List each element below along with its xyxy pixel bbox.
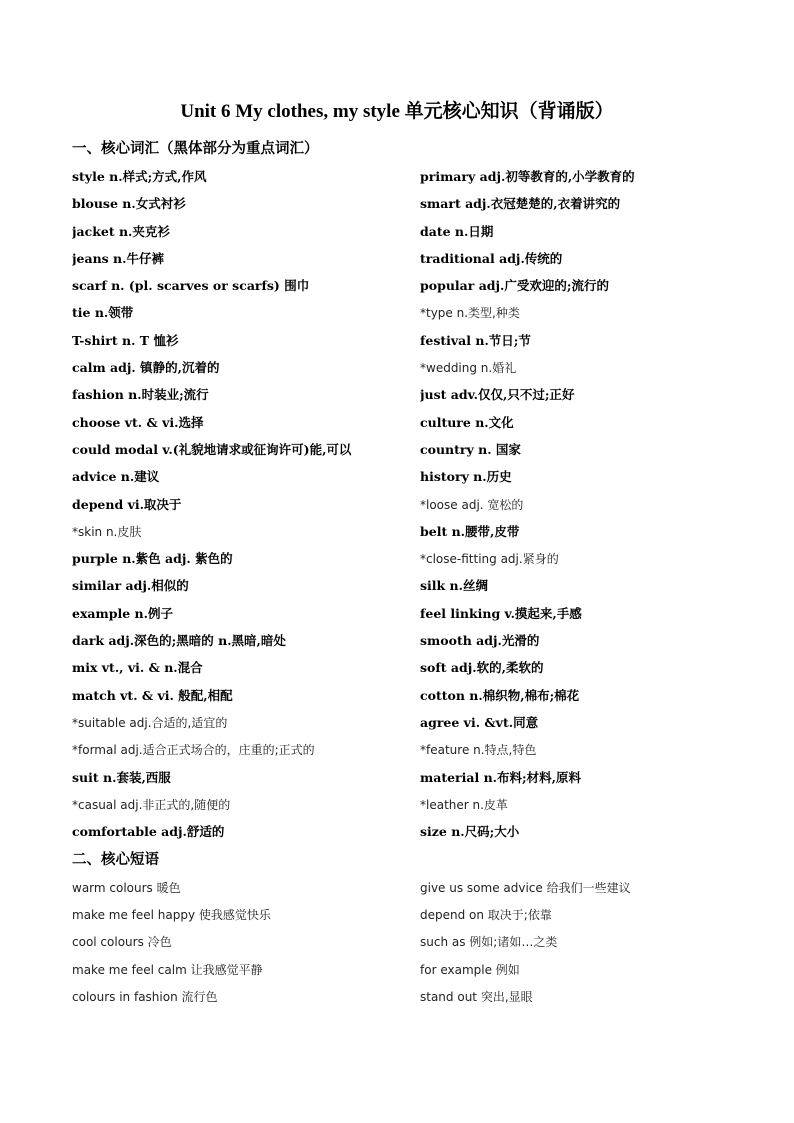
vocab-item: advice n.建议: [72, 469, 160, 485]
vocab-item: *formal adj.适合正式场合的，庄重的;正式的: [72, 743, 315, 758]
phrase-item: warm colours 暖色: [72, 881, 181, 895]
vocab-item: traditional adj.传统的: [420, 250, 563, 266]
vocab-item: silk n.丝绸: [420, 578, 488, 594]
phrase-item: give us some advice 给我们一些建议: [420, 881, 631, 895]
vocab-item: comfortable adj.舒适的: [72, 824, 225, 840]
vocab-item: festival n.节日;节: [420, 332, 531, 348]
vocab-item: blouse n.女式衬衫: [72, 196, 186, 212]
phrase-item: depend on 取决于;依靠: [420, 908, 552, 923]
phrase-section-heading: 二、核心短语: [72, 851, 159, 868]
vocab-item: agree vi. &vt.同意: [420, 714, 539, 730]
vocab-item: size n.尺码;大小: [420, 824, 520, 840]
vocab-item: *casual adj.非正式的,随便的: [72, 797, 231, 812]
vocab-item: jacket n.夹克衫: [72, 223, 170, 239]
phrase-item: stand out 突出,显眼: [420, 989, 533, 1004]
vocab-item: match vt. & vi. 般配,相配: [72, 687, 233, 703]
phrase-item: make me feel happy 使我感觉快乐: [72, 908, 271, 923]
vocab-item: depend vi.取决于: [72, 496, 182, 512]
vocab-item: *type n.类型,种类: [420, 306, 520, 321]
vocab-list: [72, 167, 732, 849]
vocab-item: similar adj.相似的: [72, 578, 189, 594]
phrase-item: cool colours 冷色: [72, 935, 172, 950]
vocab-item: culture n.文化: [420, 414, 514, 430]
vocab-item: just adv.仅仅,只不过;正好: [420, 387, 575, 403]
vocab-item: example n.例子: [72, 605, 173, 621]
vocab-item: mix vt., vi. & n.混合: [72, 660, 203, 676]
phrase-item: for example 例如: [420, 962, 520, 977]
vocab-item: calm adj. 镇静的,沉着的: [72, 360, 220, 376]
vocab-item: material n.布料;材料,原料: [420, 769, 581, 785]
vocab-item: choose vt. & vi.选择: [72, 414, 204, 430]
vocab-item: dark adj.深色的;黑暗的 n.黑暗,暗处: [72, 633, 286, 649]
vocab-item: fashion n.时装业;流行: [72, 387, 209, 403]
vocab-item: *skin n.皮肤: [72, 524, 142, 539]
vocab-item: *loose adj. 宽松的: [420, 497, 524, 512]
vocab-item: feel linking v.摸起来,手感: [420, 605, 582, 621]
vocab-item: jeans n.牛仔裤: [72, 250, 164, 266]
vocab-item: date n.日期: [420, 223, 494, 239]
phrase-item: colours in fashion 流行色: [72, 989, 218, 1004]
vocab-item: *wedding n.婚礼: [420, 361, 517, 376]
vocab-item: scarf n. (pl. scarves or scarfs) 围巾: [72, 278, 310, 294]
vocab-item: country n. 国家: [420, 441, 521, 457]
vocab-item: smooth adj.光滑的: [420, 633, 540, 649]
vocab-item: soft adj.软的,柔软的: [420, 660, 544, 676]
vocab-item: suit n.套装,西服: [72, 769, 171, 785]
vocab-item: style n.样式;方式,作风: [72, 169, 207, 184]
vocab-item: history n.历史: [420, 469, 512, 485]
vocab-item: purple n.紫色 adj. 紫色的: [72, 551, 233, 567]
phrase-list: [72, 878, 732, 1014]
vocab-item: T-shirt n. T 恤衫: [72, 332, 179, 348]
phrase-item: make me feel calm 让我感觉平静: [72, 962, 263, 977]
vocab-item: *suitable adj.合适的,适宜的: [72, 715, 228, 730]
phrase-item: such as 例如;诸如…之类: [420, 935, 558, 950]
document-title: Unit 6 My clothes, my style 单元核心知识（背诵版）: [180, 101, 614, 122]
vocab-section-heading: 一、核心词汇（黑体部分为重点词汇）: [72, 140, 319, 157]
vocab-item: primary adj.初等教育的,小学教育的: [420, 169, 635, 184]
vocab-item: cotton n.棉织物,棉布;棉花: [420, 687, 580, 703]
vocab-item: tie n.领带: [72, 305, 134, 321]
vocab-item: could modal v.(礼貌地请求或征询许可)能,可以: [72, 441, 352, 457]
vocab-item: popular adj.广受欢迎的;流行的: [420, 278, 610, 294]
vocab-item: *leather n.皮革: [420, 797, 508, 812]
vocab-item: belt n.腰带,皮带: [420, 523, 520, 539]
vocab-item: *feature n.特点,特色: [420, 743, 537, 758]
vocab-item: smart adj.衣冠楚楚的,衣着讲究的: [420, 196, 621, 212]
vocab-item: *close-fitting adj.紧身的: [420, 552, 559, 567]
